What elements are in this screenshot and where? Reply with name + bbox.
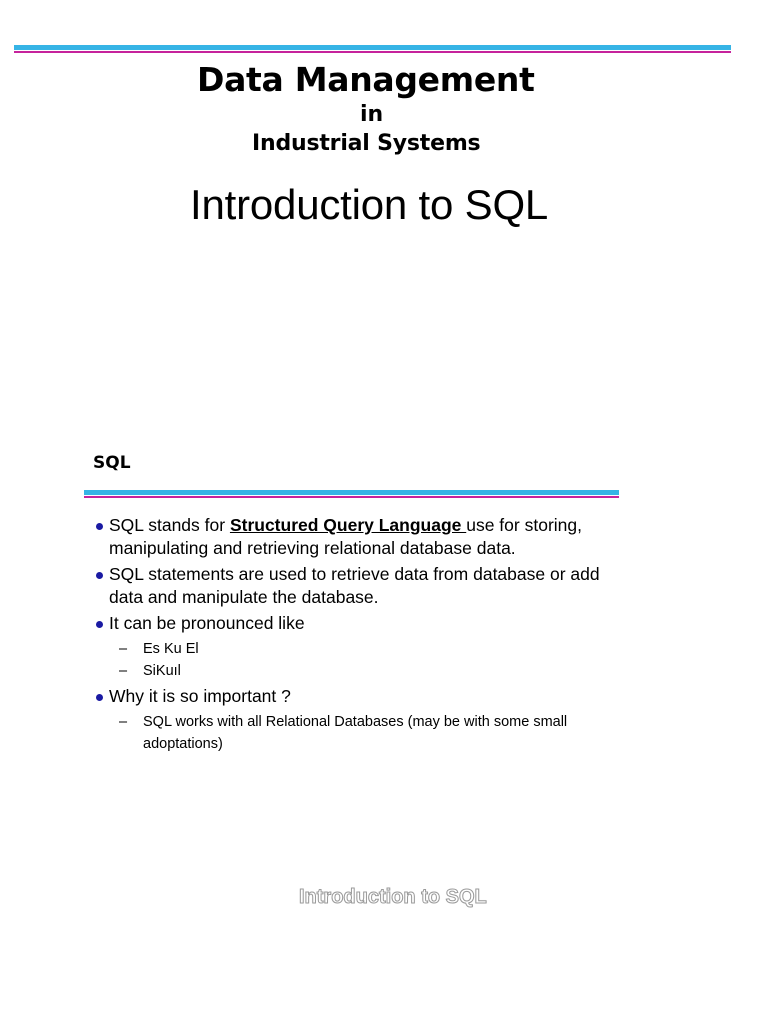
bullet-item: [96, 685, 616, 755]
sub-item-text: Es Ku El: [143, 641, 199, 657]
cover-title: Data Management: [197, 60, 535, 99]
sub-item-text: SQL works with all Relational Databases (may be with some small adoptations): [143, 714, 568, 752]
top-divider: [14, 45, 731, 53]
dash-marker: –: [119, 641, 128, 657]
bullet-dot-icon: [96, 572, 103, 579]
bullet-text: Why it is so important ?: [109, 686, 291, 706]
bullet-dot-icon: [96, 523, 103, 530]
footer-watermark: Introduction to SQL: [299, 886, 487, 908]
sub-list-item: [119, 660, 616, 682]
structured-query-language-term: Structured Query Language: [229, 515, 467, 535]
bullet-text-suffix: use for storing, manipulating and retrieving relational database data.: [109, 515, 582, 558]
cover-title-in: in: [360, 102, 384, 127]
bullet-item: [96, 612, 616, 682]
dash-marker: –: [119, 714, 128, 730]
sub-list-item: [119, 711, 616, 755]
dash-marker: –: [119, 663, 128, 679]
cover-subtitle: Industrial Systems: [252, 131, 481, 156]
sub-item-text: SiKuıl: [143, 663, 181, 679]
bullet-item: [96, 563, 616, 609]
bullet-dot-icon: [96, 694, 103, 701]
bullet-dot-icon: [96, 621, 103, 628]
bullet-text: SQL statements are used to retrieve data from database or add data and manipulate the database.: [109, 564, 600, 607]
section-title: SQL: [93, 453, 131, 473]
intro-heading: Introduction to SQL: [190, 181, 549, 228]
sub-list: [109, 711, 616, 755]
bullet-item: [96, 514, 616, 560]
sub-list: [109, 638, 616, 682]
bullet-text-prefix: SQL stands for: [109, 515, 230, 535]
bullet-text: It can be pronounced like: [109, 613, 305, 633]
sub-list-item: [119, 638, 616, 660]
bullet-list: [96, 514, 616, 758]
section-divider: [84, 490, 619, 498]
